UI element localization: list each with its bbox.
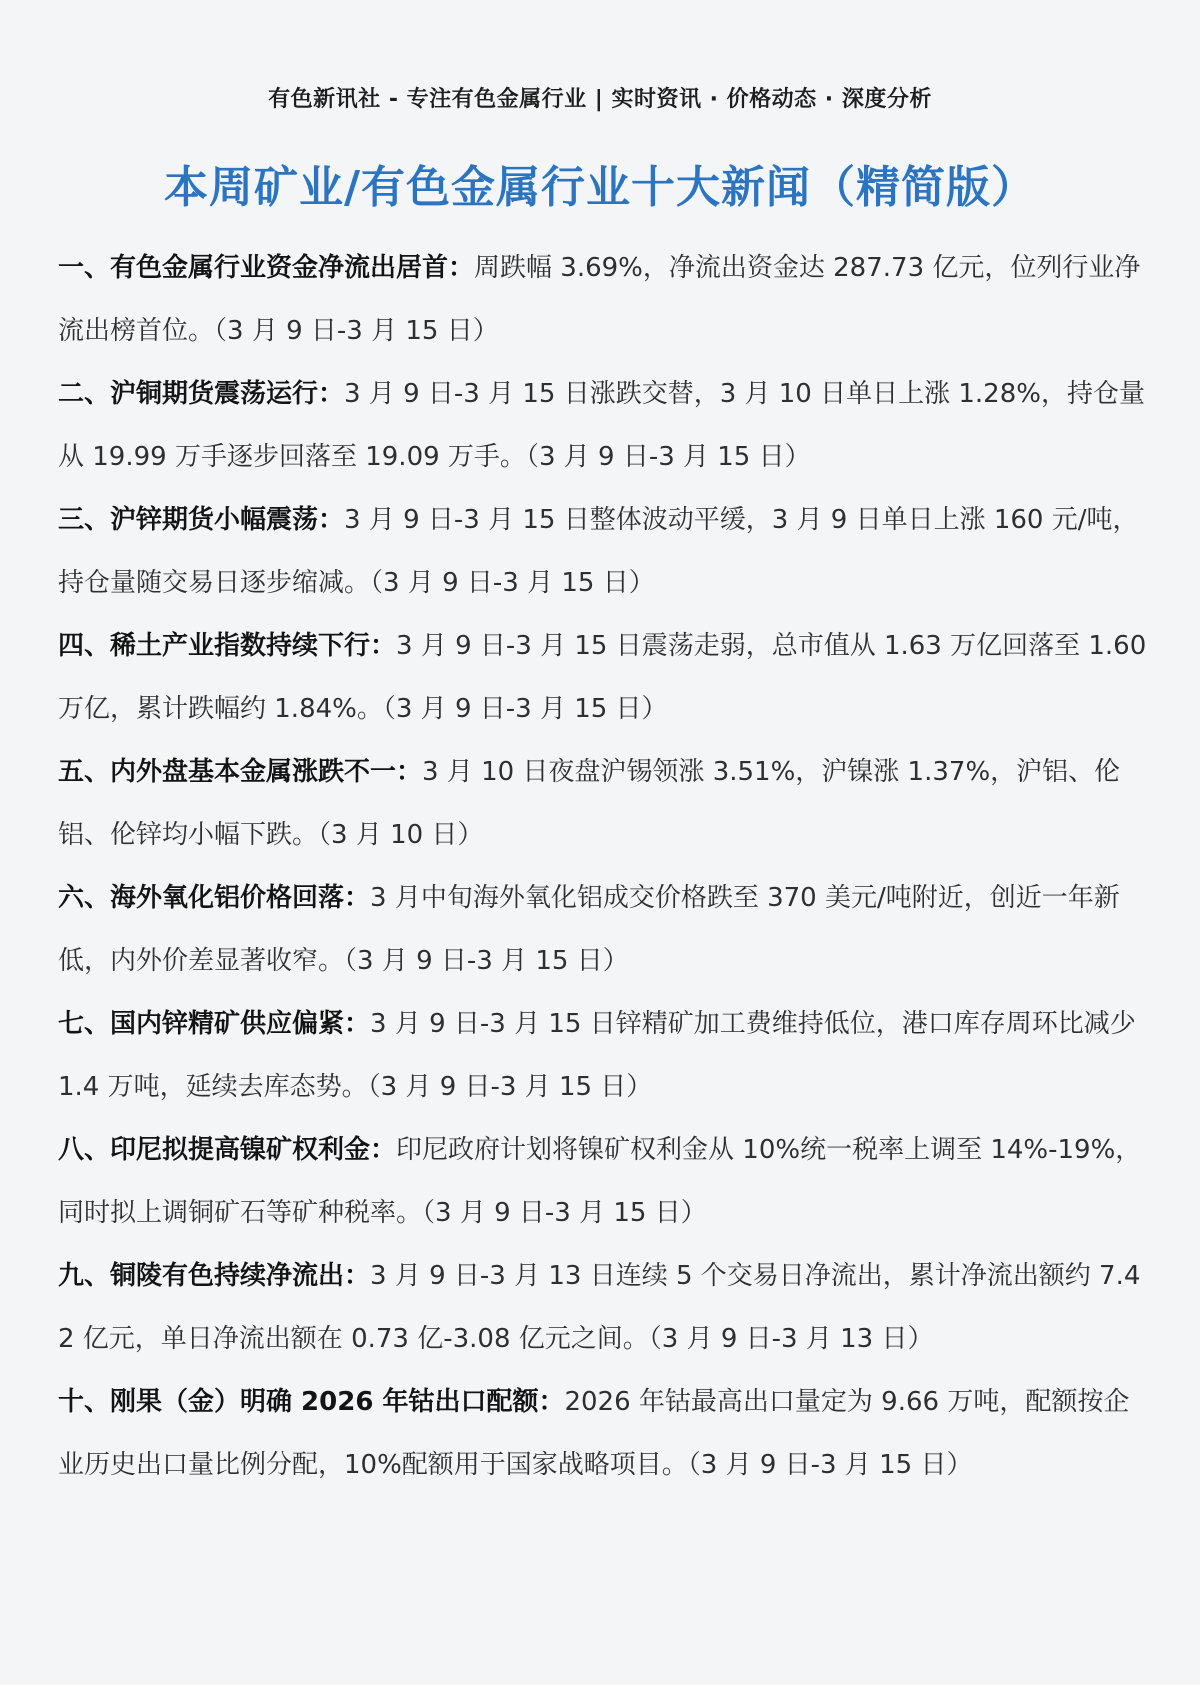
news-item-9: [58, 1245, 1148, 1371]
news-item-1: [58, 237, 1148, 363]
news-item-10: [58, 1371, 1148, 1497]
news-item-4: [58, 615, 1148, 741]
news-date: （3 月 9 日-3 月 15 日）: [367, 1072, 653, 1102]
news-list: [58, 237, 1148, 1497]
page-title: 本周矿业/有色金属行业十大新闻（精简版）: [163, 162, 1037, 213]
news-date: （3 月 9 日-3 月 15 日）: [214, 316, 499, 346]
news-heading: 六、海外氧化铝价格回落：: [58, 883, 371, 913]
news-item-6: [58, 867, 1148, 993]
news-item-8: [58, 1119, 1148, 1245]
news-date: （3 月 9 日-3 月 15 日）: [370, 568, 655, 598]
news-heading: 十、刚果（金）明确 2026 年钴出口配额：: [58, 1387, 565, 1417]
news-item-2: [58, 363, 1148, 489]
news-date: （3 月 9 日-3 月 13 日）: [648, 1324, 934, 1354]
news-heading: 四、稀土产业指数持续下行：: [58, 631, 397, 661]
news-date: （3 月 9 日-3 月 15 日）: [525, 442, 811, 472]
news-heading: 八、印尼拟提高镍矿权利金：: [58, 1135, 397, 1165]
news-body: 3 月 9 日-3 月 15 日整体波动平缓，3 月 9 日单日上涨 160 元/吨，持仓量随交易日逐步缩减。: [58, 505, 1139, 598]
news-heading: 一、有色金属行业资金净流出居首：: [58, 253, 475, 283]
news-heading: 九、铜陵有色持续净流出：: [58, 1261, 371, 1291]
news-date: （3 月 9 日-3 月 15 日）: [382, 694, 668, 724]
news-body: 3 月 9 日-3 月 15 日震荡走弱，总市值从 1.63 万亿回落至 1.60 万亿，累计跌幅约 1.84%。: [58, 631, 1147, 724]
news-body: 3 月 9 日-3 月 15 日锌精矿加工费维持低位，港口库存周环比减少 1.4 万吨，延续去库态势。: [58, 1009, 1136, 1102]
news-date: （3 月 9 日-3 月 15 日）: [687, 1450, 973, 1480]
news-date: （3 月 9 日-3 月 15 日）: [344, 946, 629, 976]
news-item-5: [58, 741, 1148, 867]
news-heading: 三、沪锌期货小幅震荡：: [58, 505, 345, 535]
news-date: （3 月 9 日-3 月 15 日）: [422, 1198, 707, 1228]
news-date: （3 月 10 日）: [318, 820, 484, 850]
news-body: 3 月 9 日-3 月 15 日涨跌交替，3 月 10 日单日上涨 1.28%，持仓量从 19.99 万手逐步回落至 19.09 万手。: [58, 379, 1145, 472]
news-heading: 七、国内锌精矿供应偏紧：: [58, 1009, 371, 1039]
news-body: 周跌幅 3.69%，净流出资金达 287.73 亿元，位列行业净流出榜首位。: [58, 253, 1141, 346]
news-body: 3 月 9 日-3 月 13 日连续 5 个交易日净流出，累计净流出额约 7.42 亿元，单日净流出额在 0.73 亿-3.08 亿元之间。: [58, 1261, 1141, 1354]
news-heading: 五、内外盘基本金属涨跌不一：: [58, 757, 423, 787]
news-item-3: [58, 489, 1148, 615]
news-body: 印尼政府计划将镍矿权利金从 10%统一税率上调至 14%-19%，同时拟上调铜矿石等矿种税率。: [58, 1135, 1142, 1228]
news-body: 2026 年钴最高出口量定为 9.66 万吨，配额按企业历史出口量比例分配，10%配额用于国家战略项目。: [58, 1387, 1130, 1480]
publisher-tagline: 有色新讯社 - 专注有色金属行业 | 实时资讯 · 价格动态 · 深度分析: [268, 87, 932, 112]
news-heading: 二、沪铜期货震荡运行：: [58, 379, 345, 409]
news-body: 3 月 10 日夜盘沪锡领涨 3.51%，沪镍涨 1.37%，沪铝、伦铝、伦锌均小幅下跌。: [58, 757, 1121, 850]
news-item-7: [58, 993, 1148, 1119]
news-body: 3 月中旬海外氧化铝成交价格跌至 370 美元/吨附近，创近一年新低，内外价差显著收窄。: [58, 883, 1120, 976]
